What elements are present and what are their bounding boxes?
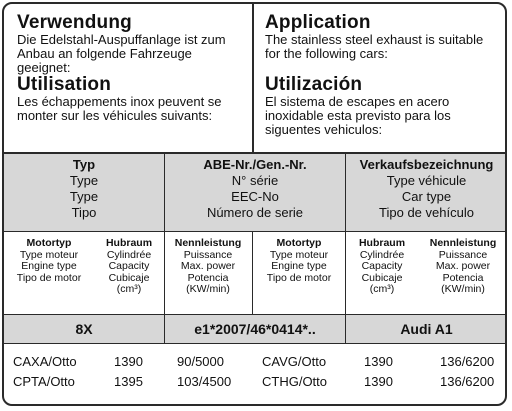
table-header (4, 152, 505, 232)
engine-power: 136/6200 (440, 354, 495, 369)
engine-motor: CAVG/Otto (262, 354, 327, 369)
sub-label: Motortyp (26, 237, 72, 249)
intro-en-line: The stainless steel exhaust is suitable (265, 32, 484, 47)
intro-de-line: Die Edelstahl-Auspuffanlage ist zum (17, 32, 226, 47)
sub-label: Motortyp (276, 237, 322, 249)
header-abe-es: Número de serie (206, 205, 304, 220)
sub-label: Hubraum (358, 237, 406, 249)
sub-label: Engine type (271, 260, 327, 272)
sub-label: Capacity (108, 260, 150, 272)
intro-fr-line: monter sur les véhicules suivants: (17, 108, 213, 123)
header-typ-es: Tipo (71, 205, 97, 220)
sub-label: Puissance (183, 248, 233, 261)
sub-label: Cubicaje (108, 271, 150, 284)
sub-divider (345, 232, 346, 314)
sub-label: Type moteur (19, 248, 79, 261)
sub-label: Max. power (180, 260, 236, 272)
header-abe-de: ABE-Nr./Gen.-Nr. (203, 157, 307, 172)
intro-fr-title: Utilisation (17, 74, 112, 95)
header-abe (165, 154, 345, 232)
band-divider (345, 315, 346, 343)
intro-en (265, 12, 505, 61)
header-divider (345, 154, 346, 232)
sub-label: Cylindrée (106, 248, 152, 261)
sub-label: Type moteur (269, 248, 329, 261)
engine-motor: CTHG/Otto (262, 374, 328, 389)
header-typ-en: Type (69, 189, 99, 204)
band-divider (164, 315, 165, 343)
header-vk-de: Verkaufsbezeichnung (359, 157, 494, 172)
sub-motortyp-right (255, 238, 343, 284)
sub-label: Tipo de motor (266, 271, 332, 284)
intro-fr (17, 74, 249, 123)
sub-label: Cylindrée (359, 248, 405, 261)
sub-divider (164, 232, 165, 314)
sub-label: Nennleistung (174, 237, 242, 249)
sub-label: Potencia (187, 271, 229, 284)
header-verkauf (346, 154, 507, 232)
sub-label: Nennleistung (429, 237, 497, 249)
intro-de (17, 12, 249, 75)
engine-rows (4, 344, 505, 406)
intro-en-title: Application (265, 12, 371, 33)
engine-motor: CAXA/Otto (13, 354, 77, 369)
intro-es-line: El sistema de escapes en acero (265, 94, 450, 109)
sub-label: Puissance (438, 248, 488, 261)
engine-power: 90/5000 (177, 354, 224, 369)
intro-de-line: Anbau an folgende Fahrzeuge geeignet: (17, 46, 192, 75)
intro-es-title: Utilización (265, 74, 363, 95)
header-typ-fr: Type (69, 173, 99, 188)
intro-en-line: for the following cars: (265, 46, 388, 61)
engine-hubraum: 1390 (114, 354, 143, 369)
sub-label: Max. power (435, 260, 491, 272)
sub-label: Hubraum (105, 237, 153, 249)
sub-motortyp-left (6, 238, 92, 284)
sub-label: (cm³) (116, 283, 142, 295)
sub-nennleistung-right (420, 238, 506, 296)
intro-divider (252, 4, 254, 152)
engine-hubraum: 1395 (114, 374, 143, 389)
intro-de-title: Verwendung (17, 12, 132, 33)
application-card (2, 2, 507, 406)
vehicle-band (4, 314, 505, 344)
intro-section (4, 4, 505, 152)
intro-es-line: inoxidable esta previsto para los (265, 108, 451, 123)
sub-label: Capacity (361, 260, 403, 272)
engine-hubraum: 1390 (364, 374, 393, 389)
sub-hubraum-left (94, 238, 164, 296)
sub-divider (252, 232, 253, 314)
sub-label: Tipo de motor (16, 271, 82, 284)
sub-label: Engine type (21, 260, 77, 272)
vehicle-abe: e1*2007/46*0414*.. (194, 321, 316, 337)
header-divider (164, 154, 165, 232)
sub-label: Potencia (442, 271, 484, 284)
header-abe-fr: N° série (231, 173, 279, 188)
engine-power: 136/6200 (440, 374, 495, 389)
sub-label: (KW/min) (441, 283, 485, 295)
header-vk-fr: Type véhicule (386, 173, 467, 188)
sub-label: Cubicaje (361, 271, 403, 284)
header-abe-en: EEC-No (231, 189, 279, 204)
engine-power: 103/4500 (177, 374, 232, 389)
engine-motor: CPTA/Otto (13, 374, 75, 389)
sub-label: (cm³) (369, 283, 395, 295)
sub-hubraum-right (346, 238, 418, 296)
header-typ (4, 154, 164, 232)
table-subheader (4, 232, 505, 314)
header-typ-de: Typ (72, 157, 96, 172)
intro-fr-line: Les échappements inox peuvent se (17, 94, 222, 109)
intro-es (265, 74, 505, 137)
engine-hubraum: 1390 (364, 354, 393, 369)
intro-es-line: siguentes vehiculos: (265, 122, 383, 137)
vehicle-typ: 8X (75, 321, 93, 337)
sub-nennleistung-left (165, 238, 251, 296)
sub-label: (KW/min) (186, 283, 230, 295)
header-vk-es: Tipo de vehículo (379, 205, 474, 220)
vehicle-model: Audi A1 (400, 321, 453, 337)
header-vk-en: Car type (401, 189, 452, 204)
